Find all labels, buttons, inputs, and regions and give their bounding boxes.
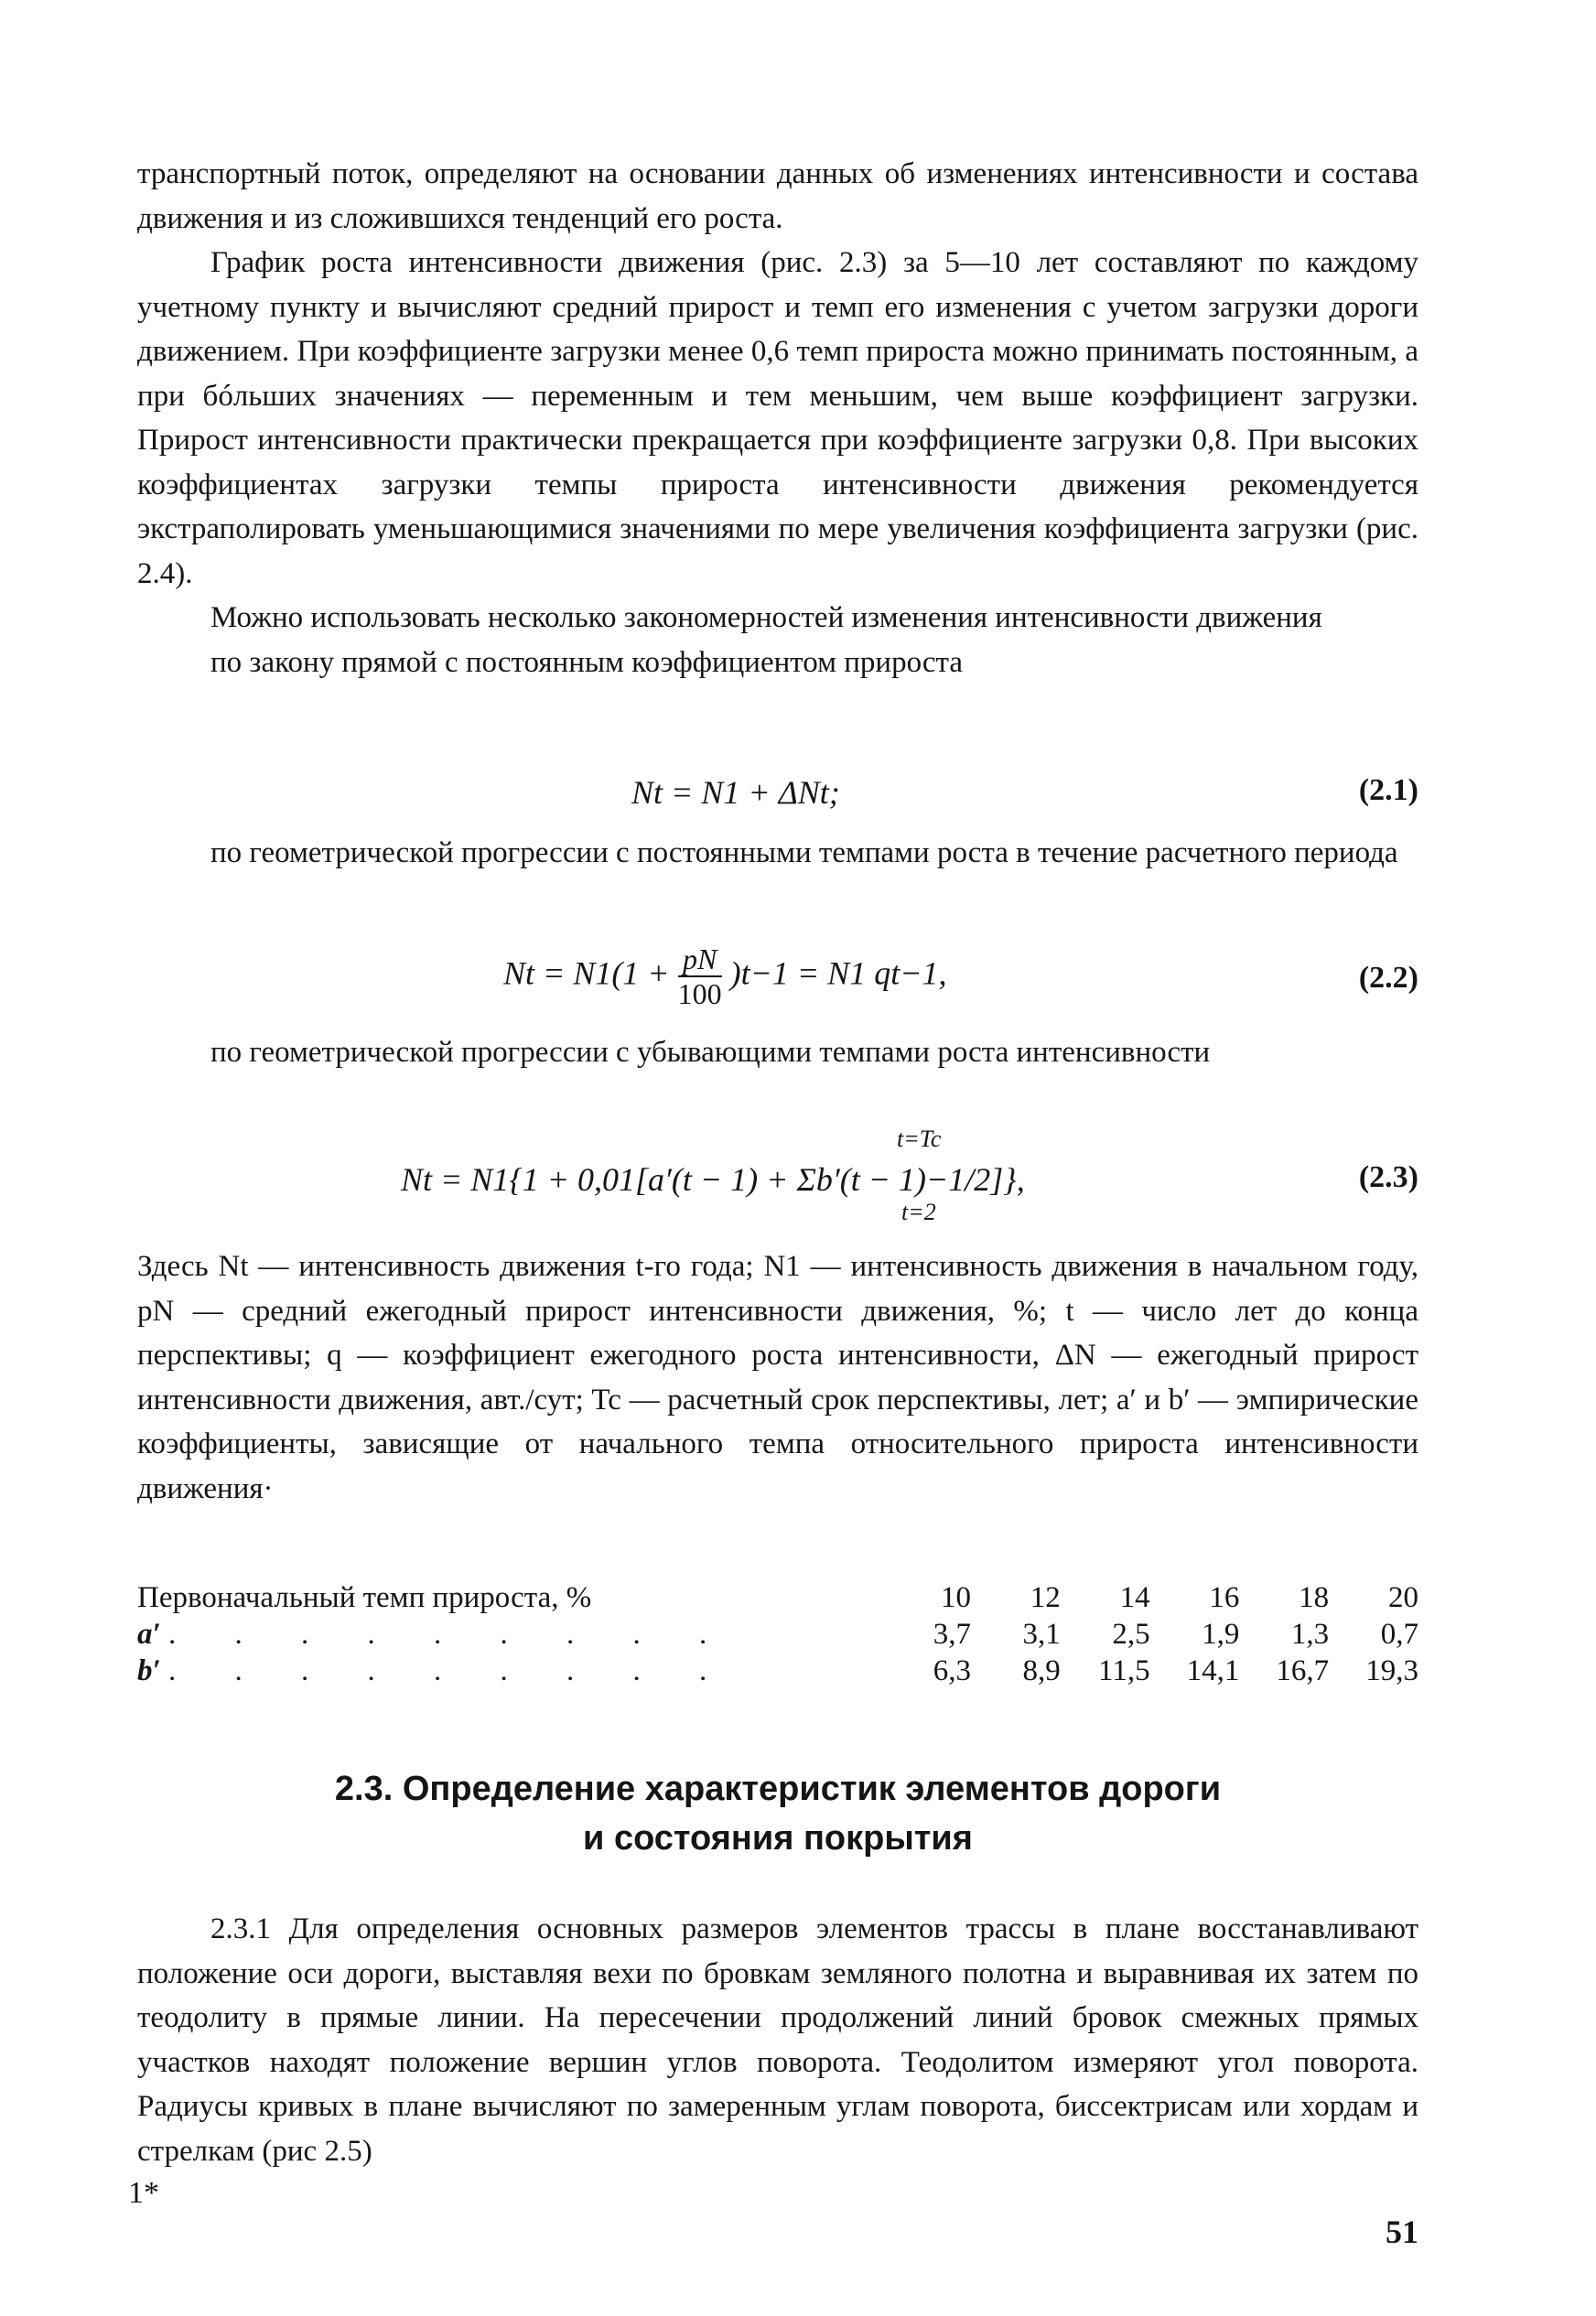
table-header-value: 20 — [1388, 1581, 1418, 1614]
table-row — [137, 1653, 1418, 1689]
eq2-part1: = N1(1 + — [543, 954, 670, 992]
coefficients-table — [137, 1579, 1418, 1689]
row-label-b: b′ — [137, 1654, 161, 1687]
table-header-value: 12 — [1030, 1581, 1061, 1614]
eq3-lower-limit: t=2 — [901, 1199, 936, 1225]
table-header-value: 14 — [1119, 1581, 1150, 1614]
paragraph-block-5 — [137, 1907, 1418, 2173]
paragraph-8: 2.3.1 Для определения основных размеров элементов трассы в плане восстанавливают положение оси дороги, выставляя вехи по бровкам земляного полотна и выравнивая их затем по теодолиту в прямые линии. На пересечении продолжений линий бровок смежных прямых участков находят положение вершин углов поворота. Теодолитом измеряют угол поворота. Радиусы кривых в плане вычисляют по замеренным углам поворота, биссектрисам или хордам и стрелкам (рис 2.5) — [137, 1912, 1418, 2168]
paragraph-1: транспортный поток, определяют на основании данных об изменениях интенсивности и состава движения и из сложившихся тенденций его роста. — [137, 157, 1418, 235]
equation-number-2-2: (2.2) — [1358, 961, 1418, 995]
table-header-value: 10 — [941, 1581, 972, 1614]
table-header-value: 18 — [1299, 1581, 1330, 1614]
paragraph-block-1 — [137, 152, 1418, 684]
eq2-lhs: Nt — [503, 954, 535, 992]
section-heading — [137, 1764, 1418, 1863]
table-cell: 2,5 — [1112, 1618, 1150, 1651]
table-cell: 1,9 — [1202, 1618, 1240, 1651]
eq3-upper-limit: t=Tc — [897, 1126, 942, 1152]
table-header-value: 16 — [1209, 1581, 1240, 1614]
paragraph-7: Здесь Nt — интенсивность движения t-го года; N1 — интенсивность движения в начальном году, pN — средний ежегодный прирост интенсивности движения, %; t — число лет до конца перспективы; q — коэффициент ежегодного роста интенсивности, ΔN — ежегодный прирост интенсивности движения, авт./сут; Tc — расчетный срок перспективы, лет; a′ и b′ — эмпирические коэффициенты, зависящие от начального темпа относительного прироста интенсивности движения· — [137, 1250, 1418, 1505]
eq1-lhs: Nt — [631, 774, 663, 811]
table-cell: 11,5 — [1098, 1654, 1150, 1687]
table-cell: 19,3 — [1365, 1654, 1418, 1687]
table-cell: 0,7 — [1380, 1618, 1418, 1651]
paragraph-block-3 — [137, 1030, 1418, 1075]
eq3-rhs: = N1{1 + 0,01[a′(t − 1) + Σb′(t − 1)−1/2]}, — [440, 1161, 1025, 1198]
table-cell: 16,7 — [1276, 1654, 1330, 1687]
section-heading-line-2: и состояния покрытия — [583, 1819, 973, 1858]
paragraph-6: по геометрической прогрессии с убывающими темпами роста интенсивности — [210, 1036, 1211, 1069]
table-header-row — [137, 1579, 1418, 1616]
table-cell: 3,7 — [933, 1618, 972, 1651]
table-row — [137, 1616, 1418, 1653]
paragraph-4: по закону прямой с постоянным коэффициентом прироста — [210, 645, 964, 679]
equation-2-2 — [137, 943, 1418, 1025]
table-cell: 6,3 — [933, 1654, 972, 1687]
equation-2-1 — [137, 773, 1418, 837]
table-cell: 3,1 — [1022, 1618, 1061, 1651]
eq1-rhs: = N1 + ΔNt; — [671, 774, 840, 811]
row-dots: . . . . . . . . . — [168, 1618, 733, 1651]
page-number: 51 — [1386, 2214, 1418, 2250]
paragraph-5: по геометрической прогрессии с постоянными темпами роста в течение расчетного периода — [210, 836, 1398, 869]
paragraph-2: График роста интенсивности движения (рис. 2.3) за 5—10 лет составляют по каждому учетному пункту и вычисляют средний прирост и темп его изменения с учетом загрузки дороги движением. При коэффициенте загрузки менее 0,6 темп прироста можно принимать постоянным, а при бóльших значениях — переменным и тем меньшим, чем выше коэффициент загрузки. Прирост интенсивности практически прекращается при коэффициенте загрузки 0,8. При высоких коэффициентах загрузки темпы прироста интенсивности движения рекомендуется экстраполировать уменьшающимися значениями по мере увеличения коэффициента загрузки (рис. 2.4). — [137, 246, 1418, 590]
equation-number-2-1: (2.1) — [1358, 773, 1418, 807]
row-dots: . . . . . . . . . — [168, 1654, 733, 1687]
table-header-label: Первоначальный темп прироста, % — [137, 1581, 592, 1614]
eq2-frac-bottom: 100 — [677, 977, 722, 1010]
table-cell: 8,9 — [1022, 1654, 1061, 1687]
signature-mark: 1* — [128, 2176, 159, 2210]
paragraph-3: Можно использовать несколько закономерностей изменения интенсивности движения — [210, 601, 1322, 634]
equation-number-2-3: (2.3) — [1358, 1160, 1418, 1194]
table-cell: 14,1 — [1186, 1654, 1240, 1687]
table-cell: 1,3 — [1290, 1618, 1330, 1651]
equation-2-3 — [137, 1126, 1418, 1226]
eq2-fraction — [678, 943, 722, 1010]
paragraph-block-4 — [137, 1244, 1418, 1511]
eq2-part2: )t−1 = N1 qt−1, — [729, 954, 947, 992]
eq2-frac-top: pN — [678, 943, 722, 977]
section-heading-line-1: 2.3. Определение характеристик элементов дороги — [334, 1770, 1222, 1808]
eq3-lhs: Nt — [401, 1161, 433, 1198]
row-label-a: a′ — [137, 1618, 161, 1651]
paragraph-block-2 — [137, 831, 1418, 876]
